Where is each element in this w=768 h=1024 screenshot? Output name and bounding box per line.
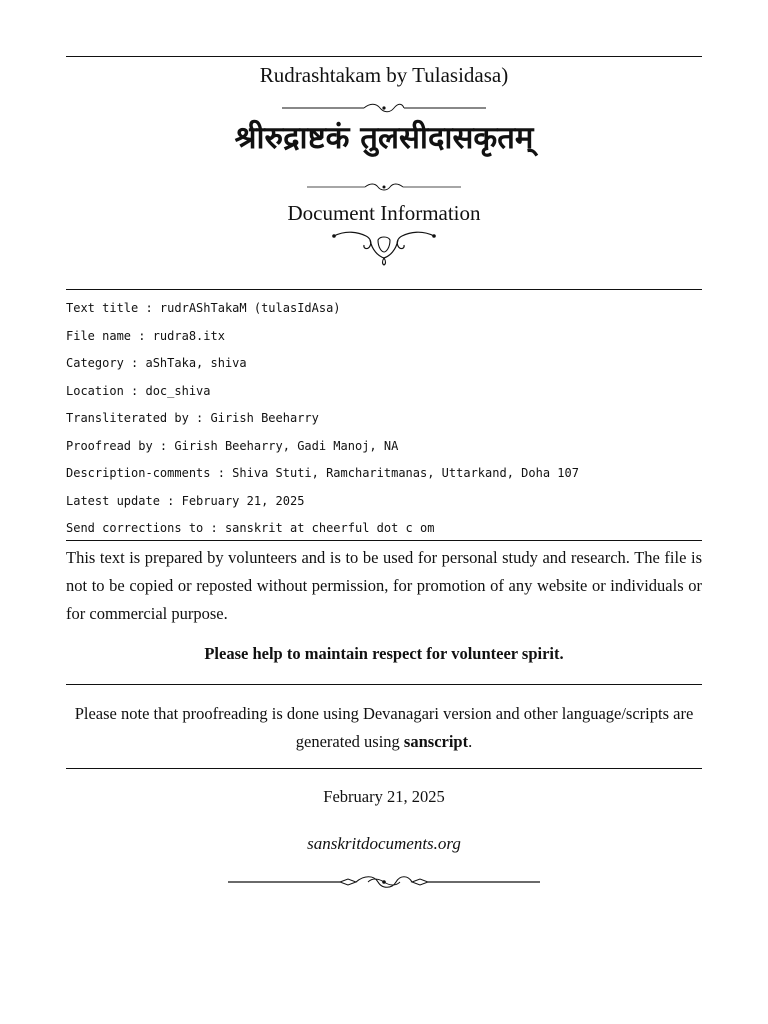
- footer-site-name: sanskritdocuments.org: [307, 834, 461, 853]
- proofreading-note-end: .: [468, 732, 473, 751]
- document-info-list: [66, 295, 702, 543]
- info-line-category: Category : aShTaka, shiva: [66, 356, 247, 370]
- divider-ornament-icon: [307, 181, 461, 193]
- note-bottom-rule: [66, 768, 702, 769]
- info-line-latest-update: Latest update : February 21, 2025: [66, 493, 305, 508]
- info-bottom-rule: [66, 540, 702, 541]
- divider-ornament-icon: [228, 874, 540, 890]
- top-rule: [66, 56, 702, 57]
- info-line-description: Description-comments : Shiva Stuti, Ramcharitmanas, Uttarkand, Doha 107: [66, 466, 579, 480]
- devanagari-title: श्रीरुद्राष्टकं तुलसीदासकृतम्: [234, 120, 534, 156]
- info-line-send-corrections: Send corrections to : sanskrit at cheerful dot c om: [66, 521, 435, 535]
- proofreading-note: [66, 700, 702, 756]
- note-top-rule: [66, 684, 702, 685]
- section-title: Document Information: [287, 201, 481, 225]
- info-line-transliterated-by: Transliterated by : Girish Beeharry: [66, 411, 319, 425]
- page-title: Rudrashtakam by Tulasidasa): [259, 63, 509, 87]
- flourish-ornament-icon: [332, 226, 436, 266]
- info-top-rule: [66, 289, 702, 290]
- sanscript-term: sanscript: [403, 732, 469, 751]
- info-line-location: Location : doc_shiva: [66, 383, 211, 398]
- document-page: [66, 0, 702, 1024]
- volunteer-spirit-line: Please help to maintain respect for volunteer spirit.: [204, 644, 564, 663]
- info-line-proofread-by: Proofread by : Girish Beeharry, Gadi Manoj, NA: [66, 438, 399, 453]
- info-line-file-name: File name : rudra8.itx: [66, 328, 225, 343]
- footer-date: February 21, 2025: [323, 787, 445, 806]
- divider-ornament-icon: [282, 101, 486, 115]
- volunteer-notice-paragraph: This text is prepared by volunteers and is to be used for personal study and research. The file is not to be copied or reposted without permission, for promotion of any website or individuals or for commercial purpose.: [66, 548, 702, 623]
- proofreading-note-text: Please note that proofreading is done using Devanagari version and other language/scripts are generated using: [74, 704, 694, 751]
- info-line-text-title: Text title : rudrAShTakaM (tulasIdAsa): [66, 301, 341, 315]
